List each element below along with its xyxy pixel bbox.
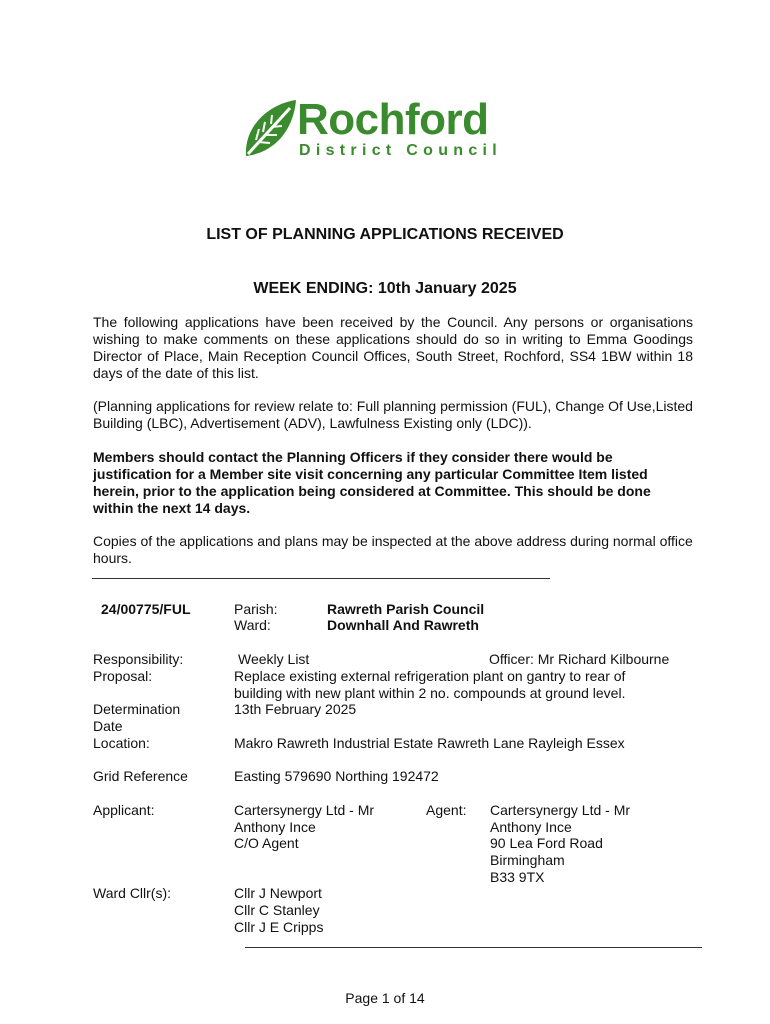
section-divider — [92, 578, 550, 579]
ward-label: Ward: — [234, 617, 271, 633]
ward-councillors-label: Ward Cllr(s): — [93, 885, 172, 901]
record-divider — [245, 947, 702, 948]
parish-label: Parish: — [234, 601, 278, 617]
proposal-label: Proposal: — [93, 668, 153, 684]
agent-line: Anthony Ince — [490, 819, 572, 835]
inspection-paragraph: Copies of the applications and plans may be inspected at the above address during normal office hours. — [93, 533, 693, 566]
grid-reference-value: Easting 579690 Northing 192472 — [234, 768, 439, 784]
logo-name: Rochford — [297, 95, 489, 144]
location-label: Location: — [93, 735, 150, 751]
agent-line: Birmingham — [490, 852, 565, 868]
intro-paragraph: The following applications have been received by the Council. Any persons or organisations wishing to make comments on these applications should do so in writing to Emma Goodings Director of Place, Main Reception Council Offices, South Street, Rochford, SS4 1BW within 18 days of the date of this list. — [93, 314, 693, 381]
week-ending: WEEK ENDING: 10th January 2025 — [253, 280, 517, 297]
application-reference: 24/00775/FUL — [101, 601, 191, 617]
ward-councillor: Cllr C Stanley — [234, 902, 320, 918]
location-value: Makro Rawreth Industrial Estate Rawreth Lane Rayleigh Essex — [234, 735, 625, 751]
applicant-line: Anthony Ince — [234, 819, 316, 835]
members-notice-paragraph: Members should contact the Planning Officers if they consider there would be justification for a Member site visit concerning any particular Committee Item listed herein, prior to the application being considered at Committee. This should be done within the next 14 days. — [93, 449, 651, 516]
page-title: LIST OF PLANNING APPLICATIONS RECEIVED — [206, 226, 564, 243]
agent-line: Cartersynergy Ltd - Mr — [490, 802, 631, 818]
agent-line: B33 9TX — [490, 869, 545, 885]
ward-value: Downhall And Rawreth — [327, 617, 479, 633]
applicant-line: C/O Agent — [234, 835, 299, 851]
ward-councillor: Cllr J Newport — [234, 885, 322, 901]
officer-value: Officer: Mr Richard Kilbourne — [489, 651, 670, 667]
leaf-icon — [246, 100, 296, 156]
determination-label: Determination — [93, 701, 181, 717]
agent-line: 90 Lea Ford Road — [490, 835, 603, 851]
applicant-line: Cartersynergy Ltd - Mr — [234, 802, 375, 818]
page-number: Page 1 of 14 — [345, 990, 425, 1006]
parish-value: Rawreth Parish Council — [327, 601, 485, 617]
applicant-label: Applicant: — [93, 802, 155, 818]
ward-councillor: Cllr J E Cripps — [234, 919, 324, 935]
grid-reference-label: Grid Reference — [93, 768, 188, 784]
responsibility-value: Weekly List — [238, 651, 310, 667]
application-types-paragraph: (Planning applications for review relate to: Full planning permission (FUL), Change Of Use,Listed Building (LBC), Advertisement (ADV), Lawfulness Existing only (LDC)). — [93, 398, 693, 431]
determination-date: 13th February 2025 — [234, 701, 357, 717]
logo-subtitle: District Council — [299, 142, 503, 159]
proposal-line-2: building with new plant within 2 no. compounds at ground level. — [234, 685, 626, 701]
determination-label-date: Date — [93, 718, 123, 734]
responsibility-label: Responsibility: — [93, 651, 184, 667]
agent-label: Agent: — [426, 802, 467, 818]
proposal-line-1: Replace existing external refrigeration plant on gantry to rear of — [234, 668, 626, 684]
